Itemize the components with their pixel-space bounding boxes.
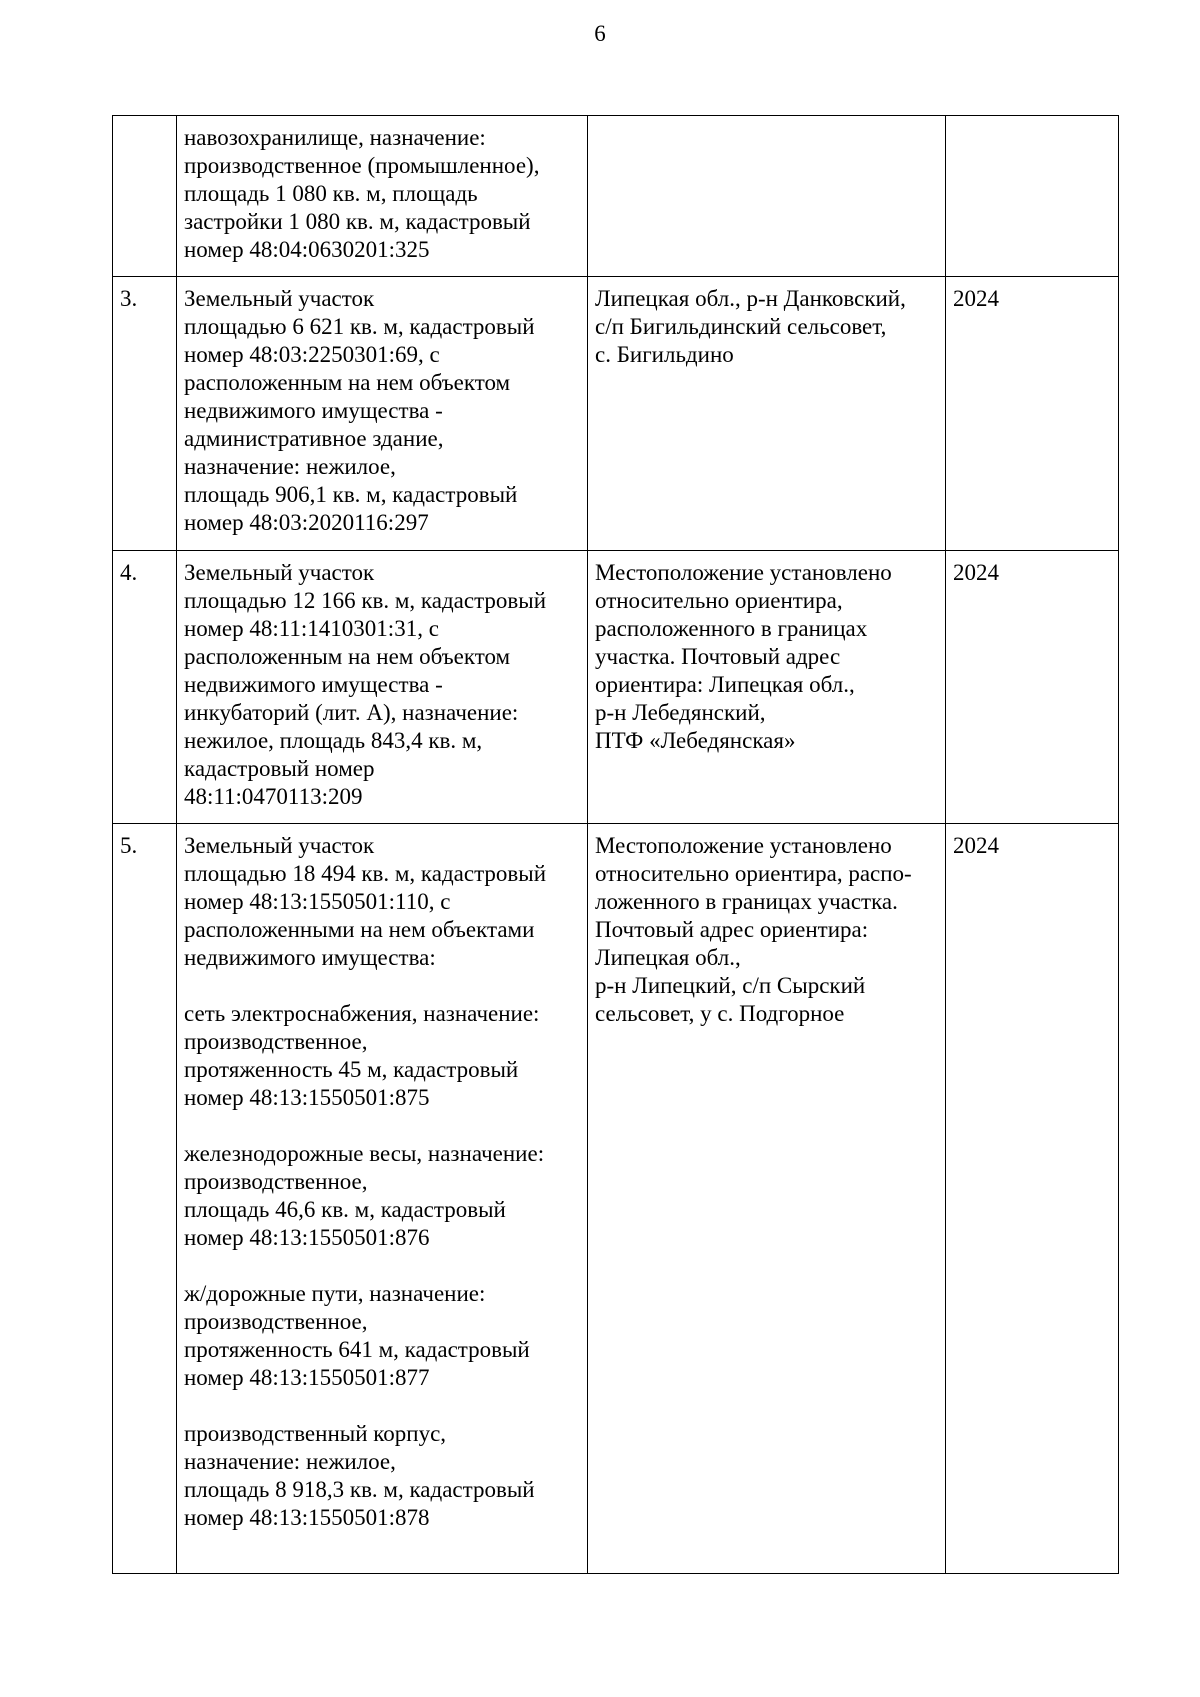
row-number-cell: 4. [113,551,177,824]
property-table [112,115,1119,1574]
year-cell: 2024 [946,824,1119,1574]
row-number-cell [113,116,177,277]
property-location-cell: Местоположение установлено относительно ориентира, расположенного в границах участка. Почтовый адрес ориентира: Липецкая обл., р-н Лебедянский, ПТФ «Лебедянская» [588,551,946,824]
page-number: 6 [594,21,606,46]
year-cell: 2024 [946,551,1119,824]
row-number-cell: 3. [113,277,177,551]
property-description-cell: Земельный участок площадью 18 494 кв. м, кадастровый номер 48:13:1550501:110, с расположенными на нем объектами недвижимого имущества: сеть электроснабжения, назначение: производственное, протяженность 45 м, кадастровый номер 48:13:1550501:875 железнодорожные весы, назначение: производственное, площадь 46,6 кв. м, кадастровый номер 48:13:1550501:876 ж/дорожные пути, назначение: производственное, протяженность 641 м, кадастровый номер 48:13:1550501:877 производственный корпус, назначение: нежилое, площадь 8 918,3 кв. м, кадастровый номер 48:13:1550501:878 [177,824,588,1574]
year-cell [946,116,1119,277]
property-location-cell [588,116,946,277]
property-description-cell: Земельный участок площадью 6 621 кв. м, кадастровый номер 48:03:2250301:69, с расположенным на нем объектом недвижимого имущества - административное здание, назначение: нежилое, площадь 906,1 кв. м, кадастровый номер 48:03:2020116:297 [177,277,588,551]
table-row [113,824,1119,1574]
property-location-cell: Липецкая обл., р-н Данковский, с/п Бигильдинский сельсовет, с. Бигильдино [588,277,946,551]
property-location-cell: Местоположение установлено относительно ориентира, распо- ложенного в границах участка. Почтовый адрес ориентира: Липецкая обл., р-н Липецкий, с/п Сырский сельсовет, у с. Подгорное [588,824,946,1574]
table-row [113,116,1119,277]
property-description-cell: Земельный участок площадью 12 166 кв. м, кадастровый номер 48:11:1410301:31, с расположенным на нем объектом недвижимого имущества - инкубаторий (лит. А), назначение: нежилое, площадь 843,4 кв. м, кадастровый номер 48:11:0470113:209 [177,551,588,824]
row-number-cell: 5. [113,824,177,1574]
property-description-cell: навозохранилище, назначение: производственное (промышленное), площадь 1 080 кв. м, площадь застройки 1 080 кв. м, кадастровый номер 48:04:0630201:325 [177,116,588,277]
year-cell: 2024 [946,277,1119,551]
table-row [113,551,1119,824]
table-row [113,277,1119,551]
